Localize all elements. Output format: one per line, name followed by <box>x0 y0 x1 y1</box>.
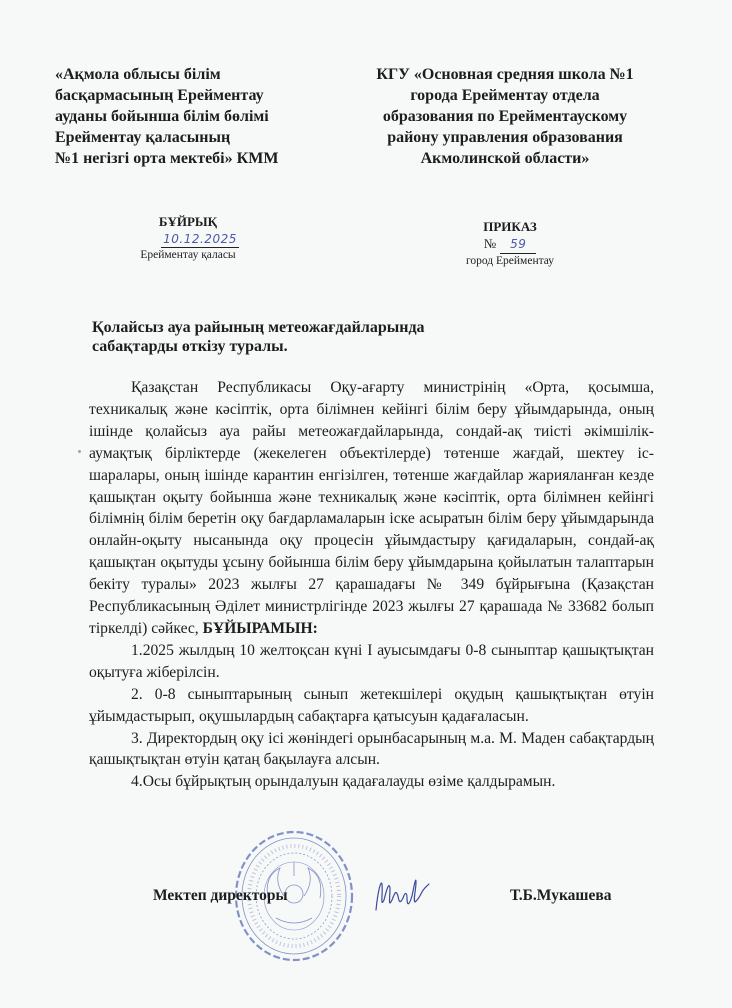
preamble-paragraph <box>89 377 654 640</box>
header-russian-line: Акмолинской области» <box>420 150 590 167</box>
preamble-text: Қазақстан Республикасы Оқу-ағарту министрінің «Орта, қосымша, техникалық және кәсіптік, орта білімнен кейінгі білім беру ұйымдарында, оның ішінде қолайсыз ауа райы метеожағдайларында, сондай-ақ тиісті әкімшілік-аумақтық бірліктерде (жекелеген объектілерде) төтенше жағдай, шектеу іс-шаралары, оның ішінде карантин енгізілген, төтенше жағдайлар жарияланған кезде қашықтан оқыту бойынша және техникалық және кәсіптік, орта білімнен кейінгі білімнің білім беретін оқу бағдарламаларын іске асыратын білім беру ұйымдарында онлайн-оқыту нысанында оқу процесін ұйымдастыру қағидаларын, сондай-ақ қашықтан оқытуды ұсыну бойынша білім беру ұйымдарына қойылатын талаптарын бекіту туралы» 2023 жылғы 27 қарашадағы № 349 бұйрығына (Қазақстан Республикасының Әділет министрлігінде 2023 жылғы 27 қарашада № 33682 болып тіркелді) сәйкес, <box>89 379 654 637</box>
order-number-handwritten: 59 <box>500 235 536 254</box>
order-number-sign: № <box>483 236 497 251</box>
order-item-2: 2. 0-8 сыныптарының сынып жетекшілері оқудың қашықтықтан өтуін ұйымдастырып, оқушылардың сабақтарға қатысуын қадағаласын. <box>89 685 654 725</box>
header-kazakh-line: ауданы бойынша білім бөлімі <box>55 108 269 125</box>
header-kazakh <box>55 64 345 169</box>
signatory-name: Т.Б.Мукашева <box>510 887 612 904</box>
header-russian <box>355 64 655 169</box>
signatory-role: Мектеп директоры <box>153 887 288 904</box>
order-block-kazakh <box>118 214 258 263</box>
order-title-russian: ПРИКАЗ <box>483 219 537 234</box>
scan-speck <box>78 450 81 453</box>
header-kazakh-line: басқармасының Ерейментау <box>55 87 264 104</box>
order-item-3: 3. Директордың оқу ісі жөніндегі орынбасарының м.а. М. Маден сабақтардың қашықтықтан өтуін қатаң бақылауға алсын. <box>89 729 654 769</box>
order-city-russian: город Ерейментау <box>465 255 555 267</box>
order-item-4: 4.Осы бұйрықтың орындалуын қадағалауды өзіме қалдырамын. <box>131 773 556 791</box>
subject-line: сабақтарды өткізу туралы. <box>92 338 288 355</box>
order-city-kazakh: Ерейментау қаласы <box>140 249 236 261</box>
order-body <box>89 377 654 793</box>
header-kazakh-line: Ерейментау қаласының <box>55 129 231 146</box>
header-russian-line: образования по Ерейментаускому <box>382 108 628 125</box>
order-block-russian <box>440 219 580 269</box>
signature-row <box>0 887 732 911</box>
command-word: БҰЙЫРАМЫН: <box>202 619 318 637</box>
header-kazakh-line: №1 негізгі орта мектебі» КММ <box>55 150 279 167</box>
order-item-1: 1.2025 жылдың 10 желтоқсан күні І ауысымдағы 0-8 сыныптар қашықтықтан оқытуға жіберілсін. <box>89 641 654 681</box>
subject-line: Қолайсыз ауа райының метеожағдайларында <box>92 319 425 336</box>
order-title-kazakh: БҰЙРЫҚ <box>158 214 218 229</box>
header-russian-line: КГУ «Основная средняя школа №1 <box>376 66 634 83</box>
header-kazakh-line: «Ақмола облысы білім <box>55 66 221 83</box>
order-subject <box>92 318 472 356</box>
header-russian-line: города Ерейментау отдела <box>410 87 600 104</box>
order-date-handwritten: 10.12.2025 <box>161 231 239 248</box>
header-russian-line: району управления образования <box>387 129 623 146</box>
